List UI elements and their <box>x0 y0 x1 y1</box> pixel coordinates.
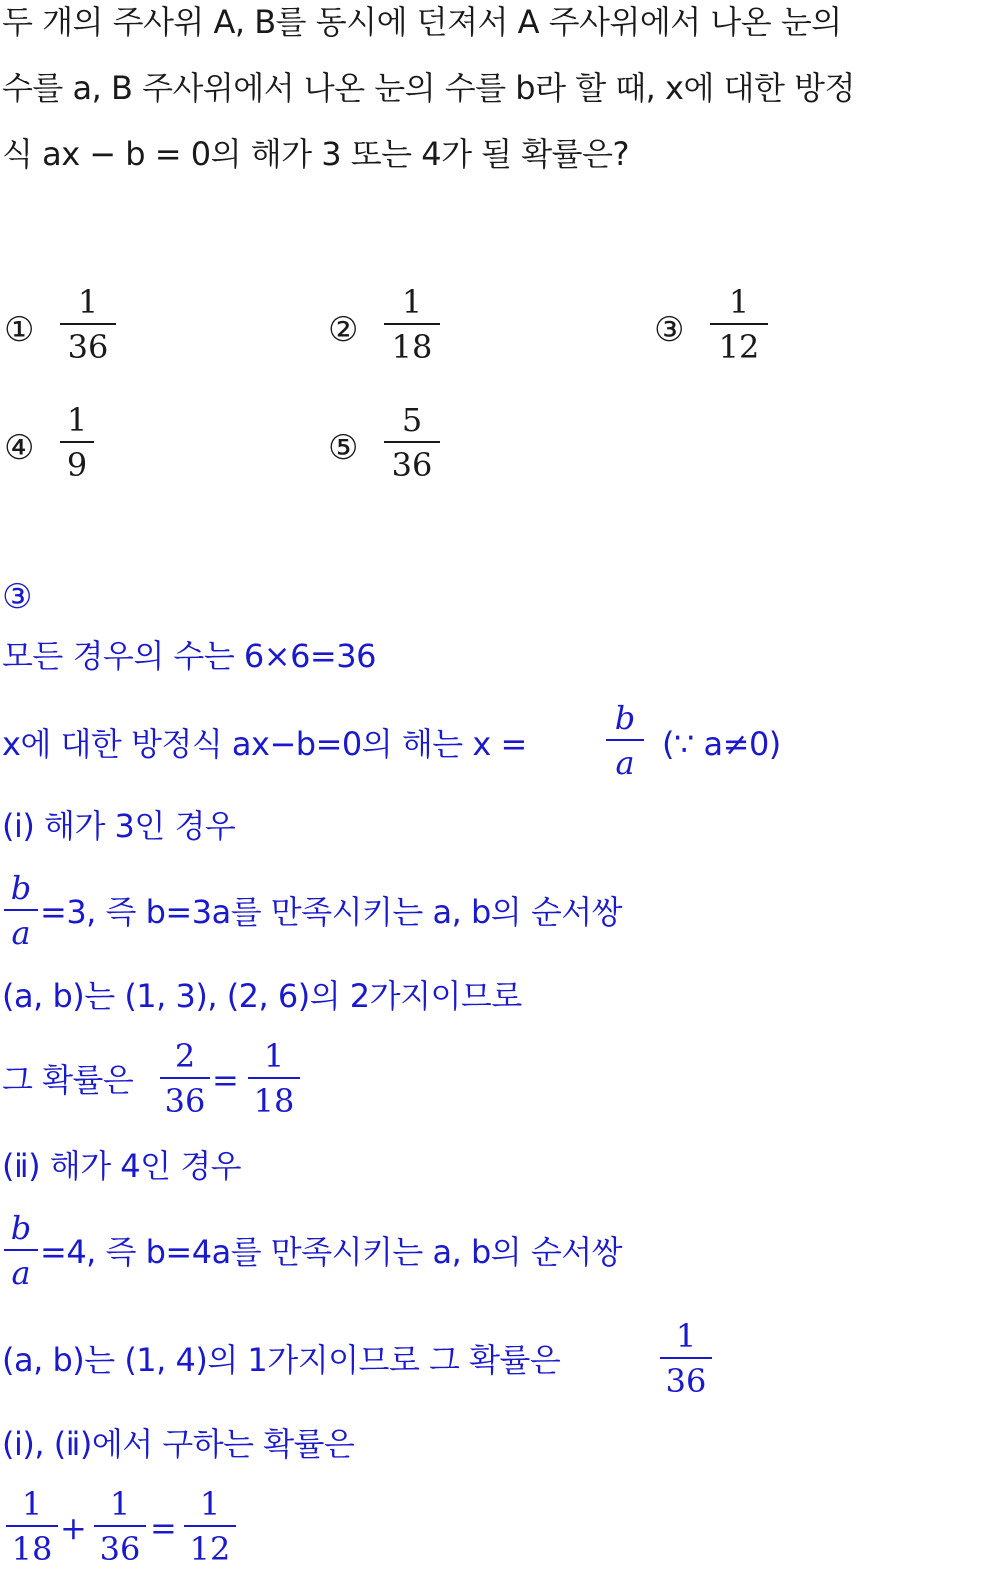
numerator: 1 <box>21 1485 43 1523</box>
denominator: 18 <box>11 1530 53 1568</box>
choice-4-denominator: 9 <box>66 446 88 484</box>
denominator: 36 <box>99 1530 141 1568</box>
choice-4-fraction <box>60 402 94 483</box>
choice-5-numerator: 5 <box>401 401 423 439</box>
answer-mark: ③ <box>2 577 32 617</box>
numerator: 1 <box>199 1485 221 1523</box>
choice-5-denominator: 36 <box>391 446 433 484</box>
numerator: b <box>614 699 636 737</box>
case-1-probability-label: 그 확률은 <box>2 1061 134 1099</box>
fraction-bar <box>384 323 440 325</box>
fraction-bar <box>4 909 38 911</box>
solution-condition: (∵ a≠0) <box>662 725 781 763</box>
choice-4-numerator: 1 <box>66 401 88 439</box>
fraction-bar <box>60 323 116 325</box>
denominator: 18 <box>253 1082 295 1120</box>
choice-2-numerator: 1 <box>401 283 423 321</box>
denominator: 36 <box>665 1362 707 1400</box>
summary-heading: (ⅰ), (ⅱ)에서 구하는 확률은 <box>2 1425 355 1463</box>
sum-result-fraction <box>184 1486 236 1567</box>
numerator: b <box>10 869 32 907</box>
choice-1-fraction <box>60 284 116 365</box>
fraction-bar <box>606 739 644 741</box>
case-1-fraction-a <box>160 1038 210 1119</box>
case-1-fraction <box>4 870 38 951</box>
choice-4-mark: ④ <box>4 428 35 468</box>
question-line-2: 수를 a, B 주사위에서 나온 눈의 수를 b라 할 때, x에 대한 방정 <box>2 69 855 107</box>
choice-1-numerator: 1 <box>77 283 99 321</box>
case-1-heading: (ⅰ) 해가 3인 경우 <box>2 807 236 845</box>
numerator: 1 <box>109 1485 131 1523</box>
denominator: a <box>11 914 31 952</box>
denominator: 12 <box>189 1530 231 1568</box>
fraction-bar <box>160 1077 210 1079</box>
case-2-condition: =4, 즉 b=4a를 만족시키는 a, b의 순서쌍 <box>40 1233 623 1271</box>
fraction-bar <box>6 1525 58 1527</box>
sum-fraction-1 <box>6 1486 58 1567</box>
numerator: 1 <box>263 1037 285 1075</box>
denominator: a <box>615 744 635 782</box>
choice-5-fraction <box>384 402 440 483</box>
choice-5-mark: ⑤ <box>328 428 359 468</box>
case-1-pairs: (a, b)는 (1, 3), (2, 6)의 2가지이므로 <box>2 977 522 1015</box>
choice-3-fraction <box>710 284 768 365</box>
case-2-heading: (ⅱ) 해가 4인 경우 <box>2 1147 242 1185</box>
fraction-bar <box>60 441 94 443</box>
case-2-probability-fraction <box>660 1318 712 1399</box>
choice-2-denominator: 18 <box>391 328 433 366</box>
solution-x-fraction <box>606 700 644 781</box>
numerator: b <box>10 1209 32 1247</box>
choice-1-mark: ① <box>4 310 35 350</box>
case-1-condition: =3, 즉 b=3a를 만족시키는 a, b의 순서쌍 <box>40 893 623 931</box>
numerator: 2 <box>174 1037 196 1075</box>
case-2-pairs: (a, b)는 (1, 4)의 1가지이므로 그 확률은 <box>2 1341 561 1379</box>
plus-sign: + <box>60 1509 87 1547</box>
choice-3-denominator: 12 <box>718 328 760 366</box>
equals-sign-final: = <box>150 1509 177 1547</box>
solution-total-cases: 모든 경우의 수는 6×6=36 <box>2 637 376 675</box>
sum-fraction-2 <box>94 1486 146 1567</box>
choice-3-mark: ③ <box>654 310 685 350</box>
choice-2-fraction <box>384 284 440 365</box>
fraction-bar <box>710 323 768 325</box>
fraction-bar <box>4 1249 38 1251</box>
solution-equation-text: x에 대한 방정식 ax−b=0의 해는 x = <box>2 725 527 763</box>
choice-2-mark: ② <box>328 310 359 350</box>
choice-3-numerator: 1 <box>728 283 750 321</box>
choice-1-denominator: 36 <box>67 328 109 366</box>
equals-sign: = <box>212 1061 239 1099</box>
case-2-fraction <box>4 1210 38 1291</box>
case-1-fraction-b <box>248 1038 300 1119</box>
denominator: a <box>11 1254 31 1292</box>
question-line-3: 식 ax − b = 0의 해가 3 또는 4가 될 확률은? <box>2 135 629 173</box>
fraction-bar <box>248 1077 300 1079</box>
fraction-bar <box>94 1525 146 1527</box>
fraction-bar <box>384 441 440 443</box>
fraction-bar <box>184 1525 236 1527</box>
question-line-1: 두 개의 주사위 A, B를 동시에 던져서 A 주사위에서 나온 눈의 <box>2 3 842 41</box>
fraction-bar <box>660 1357 712 1359</box>
numerator: 1 <box>675 1317 697 1355</box>
denominator: 36 <box>164 1082 206 1120</box>
